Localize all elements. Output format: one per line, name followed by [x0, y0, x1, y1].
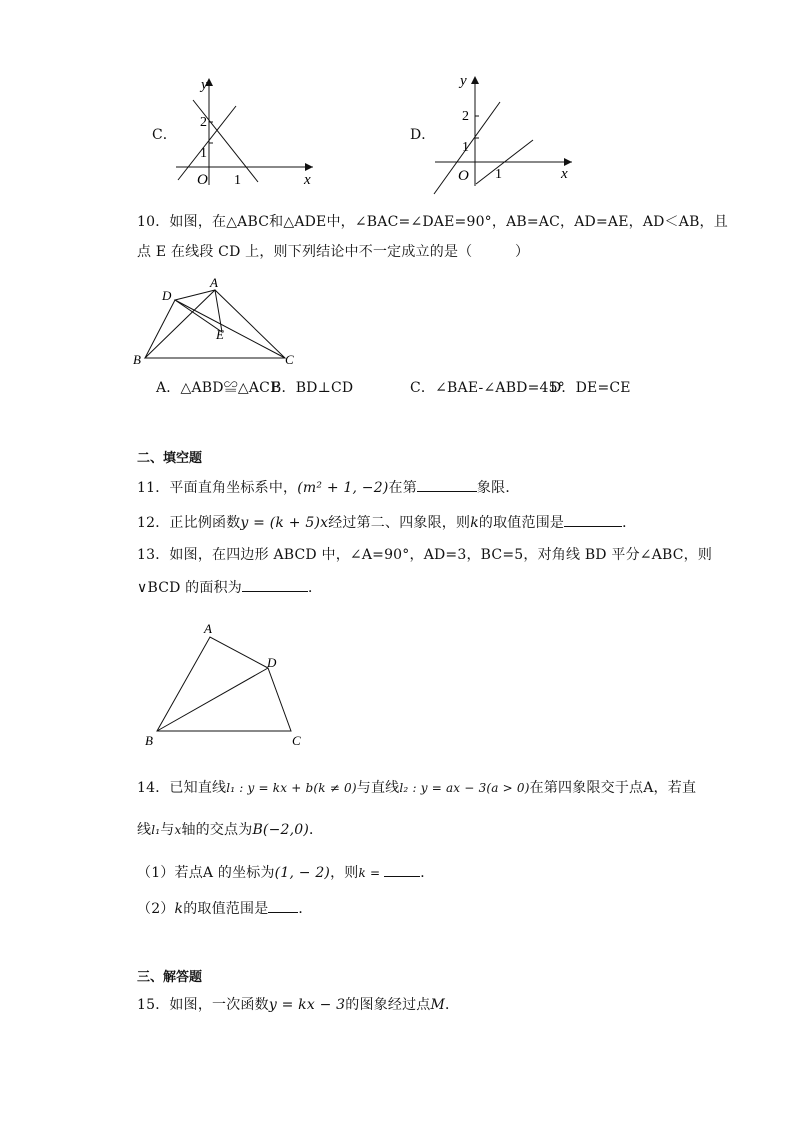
q11-expr: (m² + 1, −2) — [297, 480, 389, 496]
y-tick-1: 1 — [200, 146, 207, 161]
y-tick-1: 1 — [462, 140, 469, 155]
section-3-heading: 三、解答题 — [137, 970, 203, 985]
q15-pre: 15．如图，一次函数 — [137, 997, 269, 1013]
graph-d — [430, 68, 580, 196]
point-a-label: A — [210, 275, 218, 290]
q14-l2: l₂ : y = ax − 3(a > 0) — [399, 781, 530, 795]
q14-sub2-blank — [268, 898, 298, 913]
q14-point-b: B(−2,0) — [252, 822, 310, 838]
point-d-label: D — [267, 655, 277, 670]
q14-line2-tail: ． — [309, 822, 324, 838]
diagonal-bd — [157, 668, 268, 731]
q14-sub1-blank — [384, 862, 420, 877]
q13-line2-pre: ∨BCD 的面积为 — [137, 580, 242, 596]
q14-line2-mid: 与 — [160, 822, 175, 838]
q14-sub2-mid: 的取值范围是 — [183, 901, 269, 917]
q14-pre: 14．已知直线 — [137, 780, 227, 796]
q13-blank — [242, 577, 308, 592]
q10-figure — [130, 275, 305, 370]
x-tick-1: 1 — [234, 173, 241, 188]
q12-pre: 12．正比例函数 — [137, 515, 241, 531]
q14-line2 — [137, 820, 323, 840]
q13-line1: 13．如图，在四边形 ABCD 中，∠A=90°，AD=3，BC=5，对角线 BD 平分∠ABC，则 — [137, 547, 713, 563]
q10-option-d: D．DE=CE — [550, 380, 631, 396]
q12-tail: ． — [622, 515, 637, 531]
point-a-label: A — [204, 621, 212, 636]
q15-expr: y = kx − 3 — [268, 997, 346, 1013]
q13-line2-tail: ． — [307, 580, 323, 596]
q12-expr: y = (k + 5)x — [240, 515, 329, 531]
q10-line2: 点 E 在线段 CD 上，则下列结论中不一定成立的是（ ） — [137, 244, 530, 260]
q14-x: x — [174, 823, 182, 837]
y-axis-arrow — [471, 76, 479, 84]
x-axis-arrow — [305, 163, 313, 171]
point-e-label: E — [216, 327, 224, 342]
q12-post2: 的取值范围是 — [478, 515, 565, 531]
point-b-label: B — [133, 352, 141, 367]
quadrilateral-abcd — [157, 637, 291, 731]
q12-post: 经过第二、四象限，则 — [328, 515, 471, 531]
q12-blank — [564, 512, 622, 527]
q14-sub2-k: k — [174, 901, 184, 917]
x-tick-1: 1 — [495, 167, 502, 182]
q14-l1: l₁ : y = kx + b(k ≠ 0) — [226, 781, 357, 795]
q14-sub1-tail: ． — [420, 865, 435, 881]
q14-l1b: l₁ — [151, 823, 161, 837]
q11-tail: 象限． — [476, 480, 520, 496]
option-c-label: C． — [152, 127, 177, 143]
y-tick-2: 2 — [200, 115, 207, 130]
point-b-label: B — [145, 733, 153, 748]
q14-line2-post: 轴的交点为 — [181, 822, 253, 838]
q10-option-c: C．∠BAE-∠ABD=45° — [410, 380, 565, 396]
q14-sub1-k: k = — [358, 866, 381, 880]
x-axis-label: x — [304, 172, 311, 188]
q15-tail: ． — [445, 997, 460, 1013]
q15-m: M — [430, 997, 446, 1013]
line-falling — [193, 100, 258, 182]
q11-pre: 11．平面直角坐标系中， — [137, 480, 298, 496]
origin-label: O — [197, 172, 208, 188]
q11-blank — [417, 477, 477, 492]
q13-figure — [140, 618, 315, 748]
y-axis-label: y — [201, 77, 208, 93]
segment-dc — [175, 300, 285, 358]
origin-label: O — [458, 168, 469, 184]
section-2-heading: 二、填空题 — [137, 451, 203, 466]
q13-line2 — [137, 577, 322, 598]
option-d-label: D． — [410, 127, 436, 143]
y-axis-label: y — [460, 73, 467, 89]
point-c-label: C — [285, 352, 294, 367]
segment-bd — [145, 300, 175, 358]
q10-option-b: B．BD⊥CD — [271, 380, 354, 396]
q12-k: k — [470, 515, 479, 531]
q14-sub2-pre: （2） — [137, 901, 175, 917]
q14-line2-pre: 线 — [137, 822, 152, 838]
q14-sub2-tail: ． — [298, 901, 313, 917]
graph-c — [168, 70, 318, 190]
q15 — [137, 995, 459, 1015]
q14-post: 在第四象限交于点A，若直 — [529, 780, 697, 796]
q14-sub1-point: (1, − 2) — [274, 865, 331, 881]
x-axis-label: x — [561, 166, 568, 182]
q11-post: 在第 — [388, 480, 417, 496]
q15-mid: 的图象经过点 — [345, 997, 431, 1013]
q14-sub1-mid: ，则 — [330, 865, 359, 881]
q14-mid: 与直线 — [356, 780, 400, 796]
point-c-label: C — [292, 733, 301, 748]
q14-line1 — [137, 778, 696, 798]
y-tick-2: 2 — [462, 109, 469, 124]
x-axis-arrow — [564, 158, 572, 166]
q10-line1: 10．如图，在△ABC和△ADE中，∠BAC=∠DAE=90°，AB=AC，AD=AE，AD＜AB，且 — [137, 214, 728, 230]
q14-sub1-pre: （1）若点A 的坐标为 — [137, 865, 275, 881]
triangle-ade — [175, 290, 222, 332]
q12 — [137, 512, 636, 533]
q11 — [137, 477, 520, 498]
q14-sub1 — [137, 862, 434, 883]
point-d-label: D — [162, 288, 172, 303]
q14-sub2 — [137, 898, 313, 919]
q10-option-a: A．△ABD≌△ACE — [156, 380, 281, 396]
